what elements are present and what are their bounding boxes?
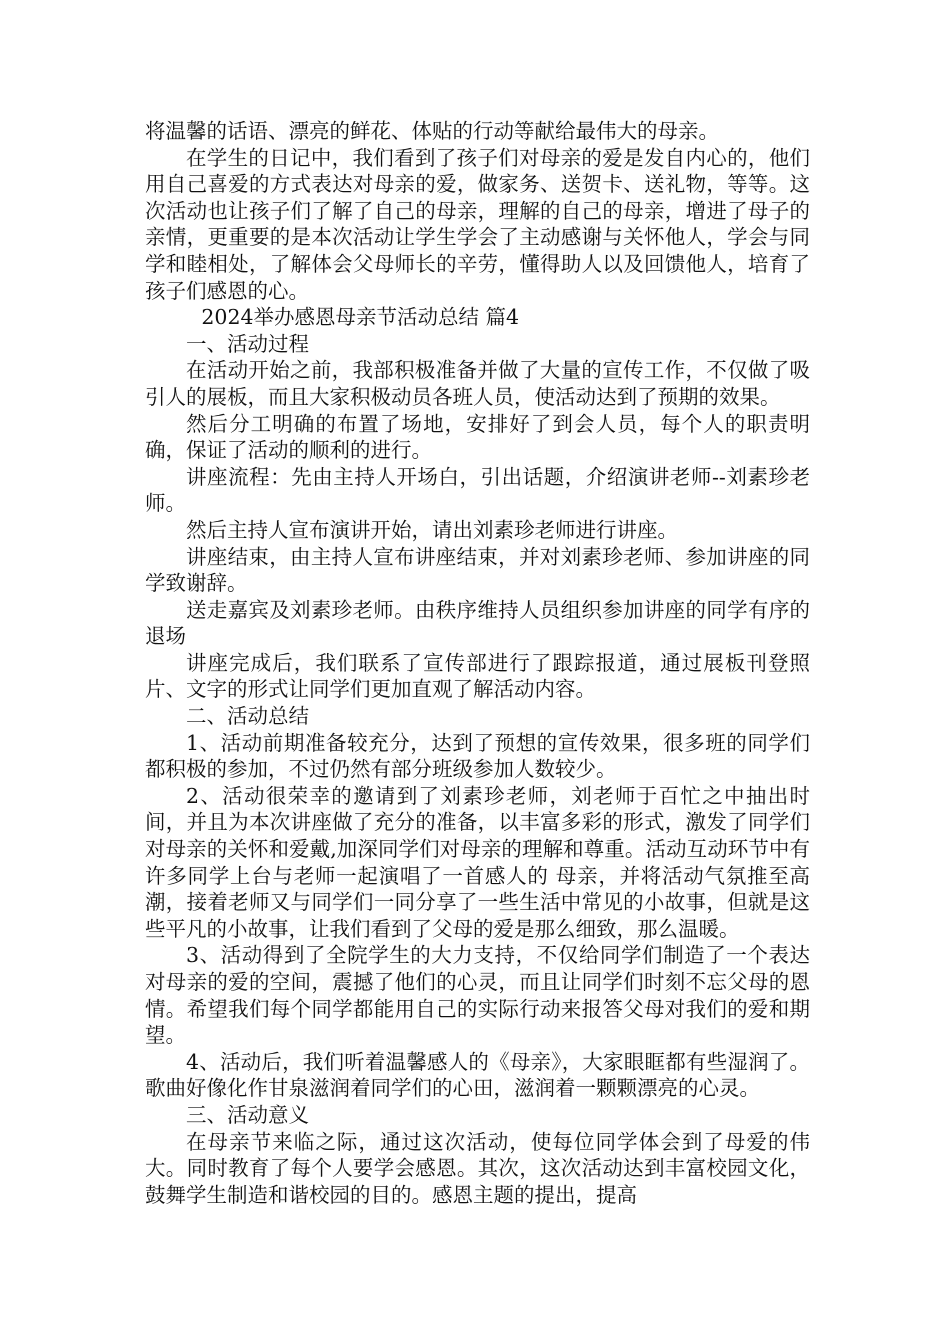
- paragraph-meaning: 在母亲节来临之际，通过这次活动，使每位同学体会到了母爱的伟大。同时教育了每个人要学会感恩。其次，这次活动达到丰富校园文化，鼓舞学生制造和谐校园的目的。感恩主题的提出，提高: [145, 1129, 810, 1207]
- paragraph-report: 讲座完成后，我们联系了宣传部进行了跟踪报道，通过展板刊登照片、文字的形式让同学们更加直观了解活动内容。: [145, 650, 810, 702]
- paragraph-lecture-start: 然后主持人宣布演讲开始，请出刘素珍老师进行讲座。: [186, 517, 678, 542]
- paragraph-lecture-end: 讲座结束，由主持人宣布讲座结束，并对刘素珍老师、参加讲座的同学致谢辞。: [145, 544, 810, 596]
- paragraph-diary: 在学生的日记中，我们看到了孩子们对母亲的爱是发自内心的，他们用自己喜爱的方式表达对母亲的爱，做家务、送贺卡、送礼物，等等。这次活动也让孩子们了解了自己的母亲，理解的自己的母亲，增进了母子的亲情，更重要的是本次活动让学生学会了主动感谢与关怀他人，学会与同学和睦相处，了解体会父母师长的辛劳，懂得助人以及回馈他人，培育了孩子们感恩的心。: [145, 145, 810, 303]
- paragraph-continuation: 将温馨的话语、漂亮的鲜花、体贴的行动等献给最伟大的母亲。: [145, 119, 719, 143]
- paragraph-preparation: 在活动开始之前，我部积极准备并做了大量的宣传工作，不仅做了吸引人的展板，而且大家积极动员各班人员，使活动达到了预期的效果。: [145, 358, 810, 409]
- document-body: [145, 118, 810, 1208]
- heading-activity-meaning: 三、活动意义: [186, 1102, 309, 1127]
- paragraph-venue: 然后分工明确的布置了场地，安排好了到会人员，每个人的职责明确，保证了活动的顺利的进行。: [145, 411, 810, 463]
- section-title: 2024举办感恩母亲节活动总结 篇4: [201, 305, 520, 330]
- paragraph-farewell: 送走嘉宾及刘素珍老师。由秩序维持人员组织参加讲座的同学有序的退场: [145, 597, 810, 649]
- heading-activity-summary: 二、活动总结: [186, 704, 309, 729]
- paragraph-summary-2: 2、活动很荣幸的邀请到了刘素珍老师，刘老师于百忙之中抽出时间，并且为本次讲座做了充分的准备，以丰富多彩的形式，激发了同学们对母亲的关怀和爱戴,加深同学们对母亲的理解和尊重。活动互动环节中有许多同学上台与老师一起演唱了一首感人的 母亲，并将活动气氛推至高潮，接着老师又与同学们一同分享了一些生活中常见的小故事，但就是这些平凡的小故事，让我们看到了父母的爱是那么细致，那么温暖。: [145, 783, 810, 941]
- paragraph-summary-4: 4、活动后，我们听着温馨感人的《母亲》，大家眼眶都有些湿润了。歌曲好像化作甘泉滋润着同学们的心田，滋润着一颗颗漂亮的心灵。: [145, 1049, 810, 1101]
- paragraph-summary-3: 3、活动得到了全院学生的大力支持，不仅给同学们制造了一个表达对母亲的爱的空间，震撼了他们的心灵，而且让同学们时刻不忘父母的恩情。希望我们每个同学都能用自己的实际行动来报答父母对我们的爱和期望。: [145, 943, 810, 1048]
- heading-activity-process: 一、活动过程: [186, 331, 309, 356]
- paragraph-lecture-flow: 讲座流程：先由主持人开场白，引出话题，介绍演讲老师--刘素珍老师。: [145, 464, 810, 516]
- paragraph-summary-1: 1、活动前期准备较充分，达到了预想的宣传效果，很多班的同学们都积极的参加，不过仍然有部分班级参加人数较少。: [145, 730, 810, 782]
